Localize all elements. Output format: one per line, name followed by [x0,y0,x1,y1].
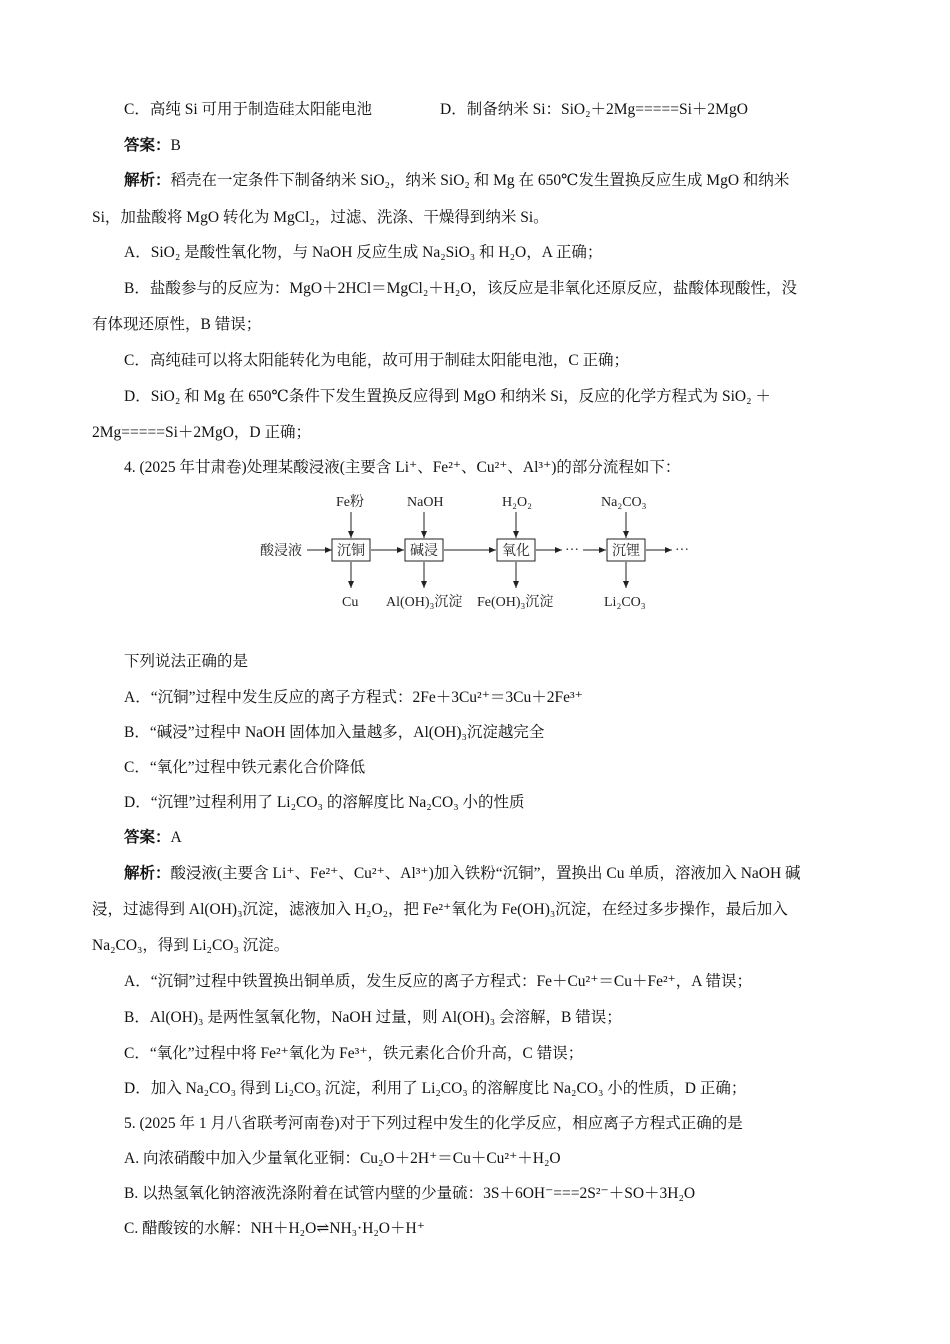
q3-analysis-b-cont: 有体现还原性，B 错误； [92,316,262,333]
q3-answer [124,136,181,156]
q3-analysis-d-cont: 2Mg=====Si＋2MgO，D 正确； [92,424,311,441]
process-flow-diagram [250,486,710,616]
analysis-label: 解析： [124,172,171,189]
flow-box-label: 沉锂 [612,544,640,559]
q4-analysis-p1 [124,864,801,884]
q4-option-b: B．“碱浸”过程中 NaOH 固体加入量越多，Al(OH)₃沉淀越完全 [124,724,545,741]
flow-reagent-label: Fe粉 [336,495,364,510]
q4-option-d: D．“沉锂”过程利用了 Li₂CO₃ 的溶解度比 Na₂CO₃ 小的性质 [124,794,525,811]
flow-reagent-label: Na₂CO₃ [601,495,647,510]
q4-analysis-p2: 浸，过滤得到 Al(OH)₃沉淀，滤液加入 H₂O₂，把 Fe²⁺氧化为 Fe(OH)₃沉淀，在经过多步操作，最后加入 [92,901,788,918]
q4-question: 下列说法正确的是 [124,653,249,670]
flow-start-label: 酸浸液 [260,544,302,559]
flow-reagent-label: H₂O₂ [502,495,532,510]
flow-product-label: Fe(OH)₃沉淀 [477,595,554,610]
q3-option-c: C．高纯 Si 可用于制造硅太阳能电池 [124,101,373,118]
answer-label: 答案： [124,829,171,846]
flow-box-label: 沉铜 [337,544,365,559]
q3-option-d: D．制备纳米 Si：SiO₂＋2Mg=====Si＋2MgO [440,101,748,118]
flow-box-label: 氧化 [502,544,530,559]
answer-label: 答案： [124,137,171,154]
q5-option-a: A. 向浓硝酸中加入少量氧化亚铜：Cu₂O＋2H⁺＝Cu＋Cu²⁺＋H₂O [124,1150,561,1167]
q5-option-c: C. 醋酸铵的水解：NH＋H₂O⇌NH₃·H₂O＋H⁺ [124,1220,425,1237]
q3-analysis-a: A．SiO₂ 是酸性氧化物，与 NaOH 反应生成 Na₂SiO₃ 和 H₂O，A 正确； [124,244,603,261]
flow-ellipsis: ··· [565,543,579,558]
flow-ellipsis: ··· [675,543,689,558]
analysis-label: 解析： [124,865,171,882]
q4-analysis-b: B．Al(OH)₃ 是两性氢氧化物，NaOH 过量，则 Al(OH)₃ 会溶解，B 错误； [124,1009,622,1026]
q4-answer [124,828,182,848]
analysis-text: 酸浸液(主要含 Li⁺、Fe²⁺、Cu²⁺、Al³⁺)加入铁粉“沉铜”，置换出 Cu 单质，溶液加入 NaOH 碱 [170,865,801,882]
q4-analysis-a: A．“沉铜”过程中铁置换出铜单质，发生反应的离子方程式：Fe＋Cu²⁺＝Cu＋Fe²⁺，A 错误； [124,973,753,990]
q4-option-a: A．“沉铜”过程中发生反应的离子方程式：2Fe＋3Cu²⁺＝3Cu＋2Fe³⁺ [124,689,583,706]
q3-analysis-p1 [124,171,789,191]
analysis-text: 稻壳在一定条件下制备纳米 SiO₂，纳米 SiO₂ 和 Mg 在 650℃发生置换反应生成 MgO 和纳米 [170,172,790,189]
flow-product-label: Al(OH)₃沉淀 [386,595,463,610]
flow-product-label: Li₂CO₃ [604,595,646,610]
q3-analysis-p1-cont: Si，加盐酸将 MgO 转化为 MgCl₂，过滤、洗涤、干燥得到纳米 Si。 [92,209,549,226]
q4-analysis-d: D．加入 Na₂CO₃ 得到 Li₂CO₃ 沉淀，利用了 Li₂CO₃ 的溶解度比 Na₂CO₃ 小的性质，D 正确； [124,1080,747,1097]
answer-value: B [170,137,181,154]
q5-option-b: B. 以热氢氧化钠溶液洗涤附着在试管内壁的少量硫：3S＋6OH⁻===2S²⁻＋SO＋3H₂O [124,1185,696,1202]
q4-stem: 4. (2025 年甘肃卷)处理某酸浸液(主要含 Li⁺、Fe²⁺、Cu²⁺、Al³⁺)的部分流程如下： [124,459,681,476]
q3-analysis-d: D．SiO₂ 和 Mg 在 650℃条件下发生置换反应得到 MgO 和纳米 Si，反应的化学方程式为 SiO₂ ＋ [124,388,771,405]
flow-box-label: 碱浸 [410,544,438,559]
q3-analysis-b: B．盐酸参与的反应为：MgO＋2HCl＝MgCl₂＋H₂O，该反应是非氧化还原反应，盐酸体现酸性，没 [124,280,798,297]
q4-analysis-c: C．“氧化”过程中将 Fe²⁺氧化为 Fe³⁺，铁元素化合价升高，C 错误； [124,1045,584,1062]
q4-analysis-p3: Na₂CO₃，得到 Li₂CO₃ 沉淀。 [92,937,290,954]
answer-value: A [170,829,182,846]
q5-stem: 5. (2025 年 1 月八省联考河南卷)对于下列过程中发生的化学反应，相应离子方程式正确的是 [124,1115,743,1132]
flow-reagent-label: NaOH [407,495,444,510]
q4-option-c: C．“氧化”过程中铁元素化合价降低 [124,759,366,776]
q3-analysis-c: C．高纯硅可以将太阳能转化为电能，故可用于制硅太阳能电池，C 正确； [124,352,630,369]
flow-product-label: Cu [342,595,359,610]
